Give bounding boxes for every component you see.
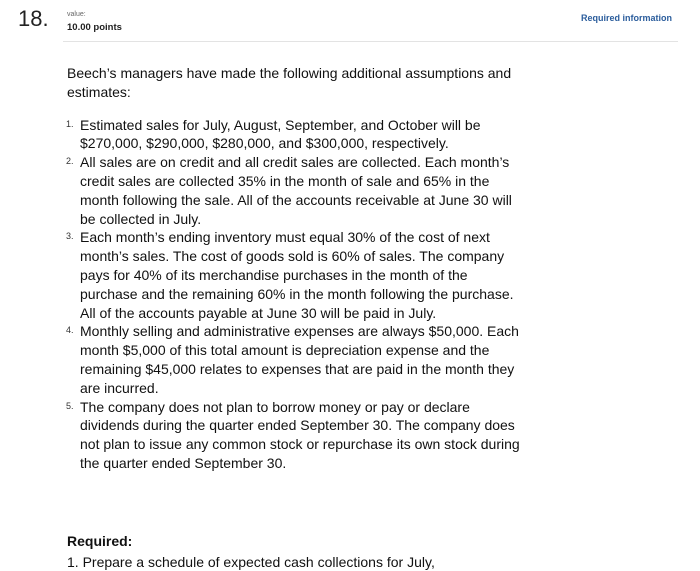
points-value: 10.00 points [67, 22, 122, 33]
list-item [66, 153, 527, 228]
assumptions-list [67, 116, 527, 473]
value-label: value: [67, 11, 86, 18]
list-item-text: Each month’s ending inventory must equal 30% of the cost of next month’s sales. The cost of goods sold is 60% of sales. The company pays for 40% of its merchandise purchases in the month of the purchase and the remaining 60% in the month following the purchase. All of the accounts payable at June 30 will be paid in July. [80, 229, 514, 321]
required-heading: Required: [67, 533, 133, 549]
list-item-number: 1. [66, 118, 74, 129]
list-item-number: 5. [66, 400, 74, 411]
question-body [67, 64, 527, 473]
list-item-number: 4. [66, 325, 74, 336]
intro-text: Beech’s managers have made the following additional assumptions and estimates: [67, 65, 512, 100]
header-divider [63, 41, 678, 42]
list-item-text: Monthly selling and administrative expenses are always $50,000. Each month $5,000 of this total amount is depreciation expense and the remaining $45,000 relates to expenses that are paid in the month they are incurred. [80, 323, 519, 396]
list-item-text: Estimated sales for July, August, September, and October will be $270,000, $290,000, $280,000, and $300,000, respectively. [80, 116, 481, 152]
list-item [66, 322, 527, 397]
list-item [66, 228, 527, 322]
list-item [66, 398, 527, 473]
required-item-partial: 1. Prepare a schedule of expected cash collections for July, [67, 554, 435, 570]
list-item-text: All sales are on credit and all credit sales are collected. Each month’s credit sales are collected 35% in the month of sale and 65% in the month following the sale. All of the accounts receivable at June 30 will be collected in July. [80, 154, 512, 227]
list-item-number: 3. [66, 231, 74, 242]
question-number: 18. [18, 6, 49, 31]
required-information-link[interactable]: Required information [580, 13, 672, 23]
list-item [66, 116, 527, 154]
list-item-number: 2. [66, 156, 74, 167]
list-item-text: The company does not plan to borrow money or pay or declare dividends during the quarter ended September 30. The company does not plan to issue any common stock or repurchase its own stock during the quarter ended September 30. [80, 398, 520, 471]
